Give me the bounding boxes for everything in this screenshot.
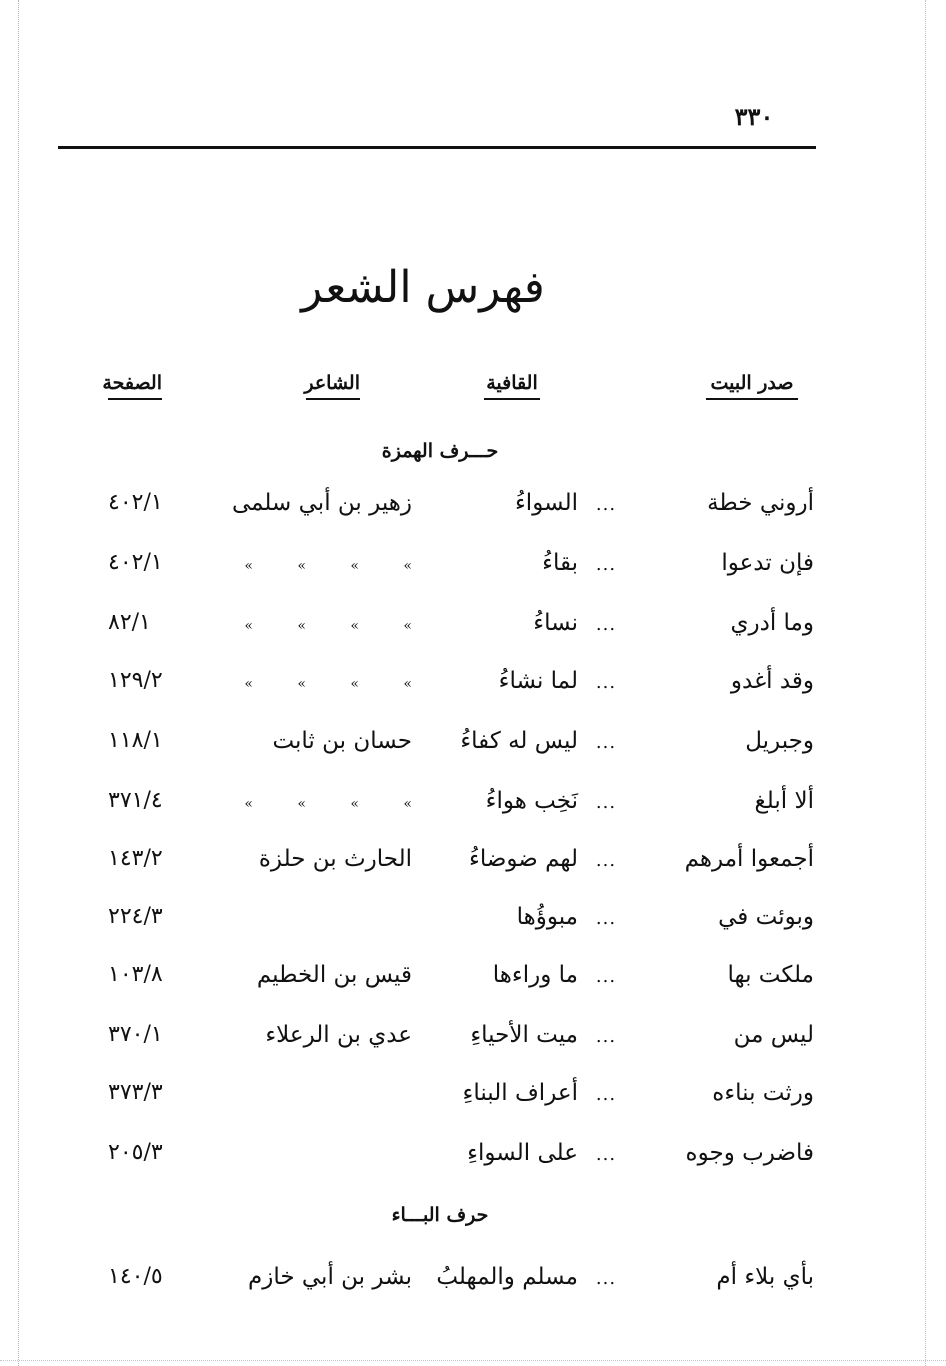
rhyme: لهم ضوضاءُ <box>469 846 578 872</box>
table-row <box>0 1134 946 1174</box>
ellipsis: ... <box>595 614 617 635</box>
rhyme: على السواءِ <box>467 1140 578 1166</box>
rhyme: ما وراءها <box>492 962 578 988</box>
rhyme: نساءُ <box>533 610 578 636</box>
ellipsis: ... <box>595 850 617 871</box>
verse-start: ليس من <box>733 1022 814 1048</box>
verse-start: بأي بلاء أم <box>716 1264 814 1290</box>
ellipsis: ... <box>595 792 617 813</box>
poet-ditto-marks: » » » » <box>244 796 412 812</box>
verse-start: وقد أغدو <box>730 668 814 694</box>
rhyme: بقاءُ <box>542 550 578 576</box>
scan-border-bottom <box>0 1360 946 1361</box>
verse-start: وما أدري <box>730 610 814 636</box>
rhyme: لما نشاءُ <box>498 668 578 694</box>
page-ref: ٣٧٠/١ <box>108 1022 163 1047</box>
verse-start: وبوئت في <box>718 904 814 930</box>
page-ref: ١١٨/١ <box>108 728 163 753</box>
ellipsis: ... <box>595 494 617 515</box>
poet-ditto-marks: » » » » <box>244 558 412 574</box>
verse-start: أروني خطة <box>707 490 814 516</box>
page-ref: ٣٧٣/٣ <box>108 1080 163 1105</box>
ellipsis: ... <box>595 1144 617 1165</box>
verse-start: ألا أبلغ <box>754 788 814 814</box>
table-row <box>0 604 946 644</box>
ellipsis: ... <box>595 1268 617 1289</box>
ellipsis: ... <box>595 1026 617 1047</box>
section-heading-hamza: حـــرف الهمزة <box>381 440 499 462</box>
page-ref: ٣٧١/٤ <box>108 788 163 813</box>
header-rule <box>58 146 816 149</box>
section-heading-baa: حرف البـــاء <box>391 1204 489 1226</box>
poet-ditto-marks: » » » » <box>244 618 412 634</box>
verse-start: فإن تدعوا <box>721 550 814 576</box>
table-row <box>0 544 946 584</box>
table-row <box>0 1016 946 1056</box>
table-row <box>0 782 946 822</box>
page-ref: ٢٢٤/٣ <box>108 904 163 929</box>
page-title: فهرس الشعر <box>301 262 545 313</box>
verse-start: وجبريل <box>745 728 814 754</box>
table-row <box>0 956 946 996</box>
ellipsis: ... <box>595 1084 617 1105</box>
rhyme: نَخِب هواءُ <box>485 788 578 814</box>
ellipsis: ... <box>595 554 617 575</box>
page-ref: ٢٠٥/٣ <box>108 1140 163 1165</box>
rhyme: مبوؤُها <box>516 904 578 930</box>
table-row <box>0 722 946 762</box>
ellipsis: ... <box>595 732 617 753</box>
page-ref: ١٤٠/٥ <box>108 1264 163 1289</box>
poet: عدي بن الرعلاء <box>265 1022 412 1048</box>
rhyme: أعراف البناءِ <box>462 1080 578 1106</box>
poet-ditto-marks: » » » » <box>244 676 412 692</box>
rhyme: ليس له كفاءُ <box>460 728 578 754</box>
page-number: ٣٣٠ <box>734 102 774 131</box>
table-row <box>0 662 946 702</box>
page-ref: ١٢٩/٢ <box>108 668 163 693</box>
table-row <box>0 840 946 880</box>
page-ref: ١٤٣/٢ <box>108 846 163 871</box>
verse-start: فاضرب وجوه <box>685 1140 814 1166</box>
table-row <box>0 484 946 524</box>
page-ref: ٤٠٢/١ <box>108 550 163 575</box>
verse-start: ورثت بناءه <box>712 1080 814 1106</box>
verse-start: ملكت بها <box>727 962 814 988</box>
table-row <box>0 1258 946 1298</box>
column-header-page: الصفحة <box>108 372 162 400</box>
ellipsis: ... <box>595 966 617 987</box>
poet: حسان بن ثابت <box>272 728 412 754</box>
poet: زهير بن أبي سلمى <box>231 490 412 516</box>
table-row <box>0 1074 946 1114</box>
verse-start: أجمعوا أمرهم <box>684 846 814 872</box>
column-header-rhyme: القافية <box>484 372 540 400</box>
rhyme: ميت الأحياءِ <box>470 1022 578 1048</box>
page-ref: ١٠٣/٨ <box>108 962 163 987</box>
page-ref: ٤٠٢/١ <box>108 490 163 515</box>
rhyme: مسلم والمهلبُ <box>436 1264 578 1290</box>
column-header-poet: الشاعر <box>306 372 360 400</box>
poet: الحارث بن حلزة <box>258 846 412 872</box>
poet: بشر بن أبي خازم <box>248 1264 412 1290</box>
table-row <box>0 898 946 938</box>
ellipsis: ... <box>595 672 617 693</box>
column-header-verse-start: صدر البيت <box>706 372 798 400</box>
ellipsis: ... <box>595 908 617 929</box>
rhyme: السواءُ <box>514 490 578 516</box>
poet: قيس بن الخطيم <box>256 962 412 988</box>
page-ref: ٨٢/١ <box>108 610 151 635</box>
